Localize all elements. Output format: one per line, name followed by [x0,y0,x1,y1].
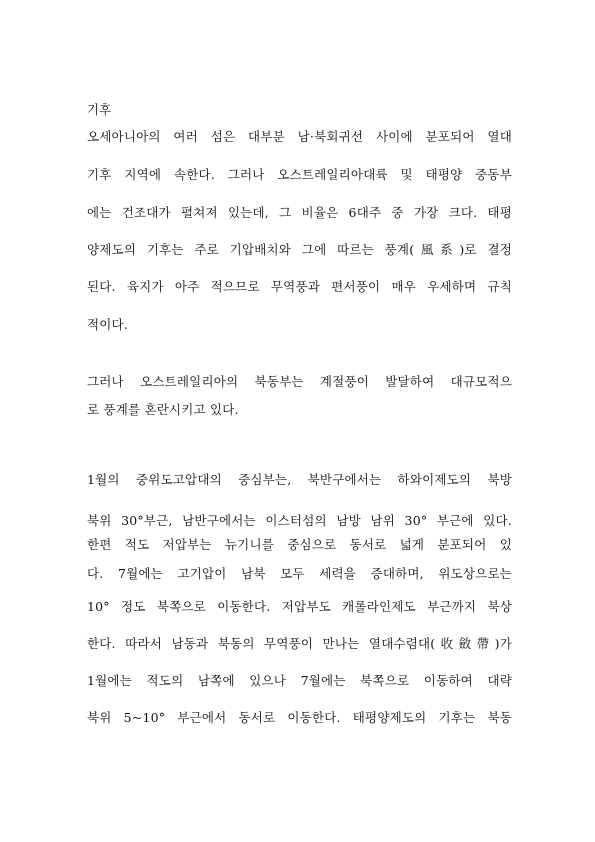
paragraph-3-line-2: 북위 30°부근, 남반구에서는 이스터섬의 남방 남위 30° 부근에 있다. [87,513,512,528]
paragraph-1-line-2: 기후 지역에 속한다. 그러나 오스트레일리아대륙 및 태평양 중동부 [87,167,512,182]
paragraph-3-line-6: 한다. 따라서 남동과 북동의 무역풍이 만나는 열대수렴대(收斂帶)가 [87,636,512,651]
paragraph-3-line-1: 1월의 중위도고압대의 중심부는, 북반구에서는 하와이제도의 북방 [87,472,512,487]
paragraph-1-line-4: 양제도의 기후는 주로 기압배치와 그에 따르는 풍계(風系)로 결정 [87,242,512,257]
paragraph-3-line-8: 북위 5~10° 부근에서 동서로 이동한다. 태평양제도의 기후는 북동 [87,710,512,725]
paragraph-3-line-3: 한편 적도 저압부는 뉴기니를 중심으로 동서로 넓게 분포되어 있 [87,537,512,552]
paragraph-1-line-1: 오세아니아의 여러 섬은 대부분 남·북회귀선 사이에 분포되어 열대 [87,129,512,144]
section-heading: 기후 [87,102,112,117]
paragraph-1-line-6: 적이다. [87,317,128,332]
paragraph-3-line-5: 10° 정도 북쪽으로 이동한다. 저압부도 캐롤라인제도 부근까지 북상 [87,599,512,614]
paragraph-1-line-3: 에는 건조대가 펼쳐져 있는데, 그 비율은 6대주 중 가장 크다. 태평 [87,205,512,220]
paragraph-3-line-4: 다. 7월에는 고기압이 남북 모두 세력을 증대하며, 위도상으로는 [87,566,512,581]
paragraph-2-line-1: 그러나 오스트레일리아의 북동부는 계절풍이 발달하여 대규모적으 [87,374,512,389]
paragraph-3-line-7: 1월에는 적도의 남쪽에 있으나 7월에는 북쪽으로 이동하여 대략 [87,673,512,688]
paragraph-2-line-2: 로 풍계를 혼란시키고 있다. [87,402,239,417]
paragraph-1-line-5: 된다. 육지가 아주 적으므로 무역풍과 편서풍이 매우 우세하며 규칙 [87,279,512,294]
